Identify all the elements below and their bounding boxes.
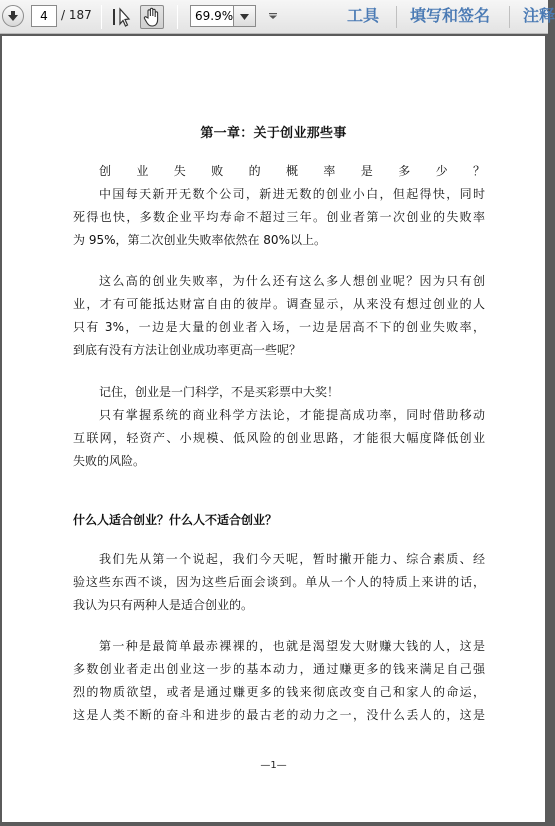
text-line: 创业失败的概率是多少？ bbox=[99, 164, 485, 178]
hand-tool-icon bbox=[141, 6, 163, 28]
paragraph bbox=[73, 381, 485, 473]
toolbar-divider bbox=[101, 5, 102, 29]
text-line: 我认为只有两种人是适合创业的。 bbox=[73, 598, 254, 612]
paragraph bbox=[73, 548, 485, 617]
page-total-label: / 187 bbox=[61, 8, 92, 22]
paragraph bbox=[73, 160, 485, 252]
toolbar-options-button[interactable] bbox=[266, 6, 280, 26]
paragraph bbox=[73, 270, 485, 362]
zoom-level-input[interactable]: 69.9% bbox=[190, 5, 234, 27]
dropdown-arrow-icon bbox=[240, 14, 249, 20]
comment-panel-link[interactable]: 注释 bbox=[523, 6, 555, 25]
text-line: 第一种是最简单最赤裸裸的，也就是渴望发大财赚大钱的人，这是 bbox=[99, 639, 485, 653]
toolbar-menu-icon bbox=[269, 13, 277, 19]
document-page bbox=[2, 36, 545, 822]
text-line: 这么高的创业失败率，为什么还有这么多人想创业呢？因为只有创 bbox=[99, 274, 485, 288]
viewer-toolbar bbox=[0, 0, 555, 34]
section-heading: 什么人适合创业？什么人不适合创业？ bbox=[73, 513, 278, 527]
select-cursor-icon bbox=[109, 5, 133, 29]
select-tool-button[interactable] bbox=[109, 5, 133, 29]
text-line: 多数创业者走出创业这一步的基本动力，通过赚更多的钱来满足自己强 bbox=[73, 662, 485, 676]
text-line: 这是人类不断的奋斗和进步的最古老的动力之一，没什么丢人的，这是 bbox=[73, 708, 485, 722]
text-line: 验这些东西不谈，因为这些后面会谈到。单从一个人的特质上来讲的话， bbox=[73, 575, 485, 589]
page-number: —1— bbox=[260, 760, 287, 771]
text-line: 我们先从第一个说起，我们今天呢，暂时撇开能力、综合素质、经 bbox=[99, 552, 485, 566]
tools-panel-link[interactable]: 工具 bbox=[347, 6, 380, 25]
toolbar-divider bbox=[396, 6, 397, 28]
text-line: 烈的物质欲望，或者是通过赚更多的钱来彻底改变自己和家人的命运， bbox=[73, 685, 485, 699]
text-line: 只有掌握系统的商业科学方法论，才能提高成功率，同时借助移动 bbox=[99, 408, 485, 422]
fill-and-sign-panel-link[interactable]: 填写和签名 bbox=[410, 6, 491, 25]
page-number-input[interactable]: 4 bbox=[31, 5, 57, 27]
text-line: 业，才有可能抵达财富自由的彼岸。调查显示，从来没有想过创业的人 bbox=[73, 297, 485, 311]
text-line: 到底有没有方法让创业成功率更高一些呢？ bbox=[73, 343, 302, 357]
text-line: 记住，创业是一门科学，不是买彩票中大奖！ bbox=[99, 385, 340, 399]
hand-tool-button[interactable] bbox=[140, 5, 164, 29]
toolbar-divider bbox=[509, 6, 510, 28]
text-line: 死得也快，多数企业平均寿命不超过三年。创业者第一次创业的失败率 bbox=[73, 210, 485, 224]
text-line: 为 95%，第二次创业失败率依然在 80%以上。 bbox=[73, 233, 326, 247]
toolbar-divider bbox=[177, 5, 178, 29]
text-line: 失败的风险。 bbox=[73, 454, 146, 468]
text-line: 互联网，轻资产、小规模、低风险的创业思路，才能很大幅度降低创业 bbox=[73, 431, 485, 445]
next-page-button[interactable] bbox=[2, 5, 24, 27]
text-line: 只有 3%，一边是大量的创业者入场，一边是居高不下的创业失败率， bbox=[73, 320, 485, 334]
text-line: 中国每天新开无数个公司，新进无数的创业小白，但起得快，同时 bbox=[99, 187, 485, 201]
paragraph bbox=[73, 635, 485, 727]
zoom-dropdown-button[interactable] bbox=[234, 5, 256, 27]
chapter-title: 第一章：关于创业那些事 bbox=[200, 126, 347, 141]
page-down-icon bbox=[7, 10, 19, 22]
